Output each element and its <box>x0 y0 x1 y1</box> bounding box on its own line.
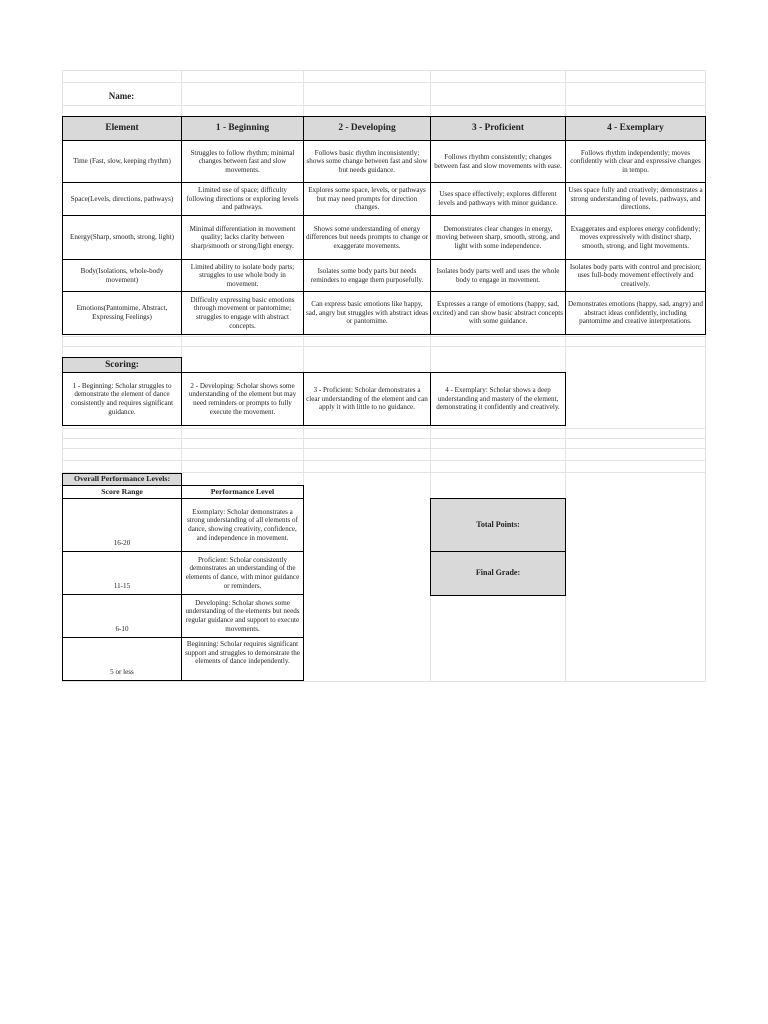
energy-proficient: Demonstrates clear changes in energy, moving between sharp, smooth, strong, and light with some independence. <box>430 215 566 260</box>
overall-title: Overall Performance Levels: <box>62 473 182 486</box>
range-exemplary: 16-20 <box>62 498 182 552</box>
score-range-header: Score Range <box>62 485 182 499</box>
element-time: Time (Fast, slow, keeping rhythm) <box>62 140 182 183</box>
header-beginning: 1 - Beginning <box>181 116 304 141</box>
energy-exemplary: Exaggerates and explores energy confidently; moves expressively with distinct sharp, smooth, strong, and light movements. <box>565 215 706 260</box>
body-developing: Isolates some body parts but needs reminders to engage them purposefully. <box>303 259 431 292</box>
body-proficient: Isolates body parts well and uses the whole body to engage in movement. <box>430 259 566 292</box>
emotions-developing: Can express basic emotions like happy, sad, angry but struggles with abstract ideas or pantomime. <box>303 291 431 335</box>
level-developing: Developing: Scholar shows some understanding of the elements but needs regular guidance and support to execute movements. <box>181 594 304 638</box>
scoring-developing: 2 - Developing: Scholar shows some understanding of the element but may need reminders or prompts to fully execute the movement. <box>181 372 304 426</box>
range-proficient: 11-15 <box>62 551 182 595</box>
gridline <box>62 428 706 429</box>
level-beginning: Beginning: Scholar requires significant support and struggles to demonstrate the elements of dance independently. <box>181 637 304 681</box>
level-proficient: Proficient: Scholar consistently demonstrates an understanding of the elements of dance, with minor guidance or reminders. <box>181 551 304 595</box>
gridline <box>62 70 706 71</box>
space-exemplary: Uses space fully and creatively; demonstrates a strong understanding of levels, pathways, and directions. <box>565 182 706 216</box>
scoring-beginning: 1 - Beginning: Scholar struggles to demonstrate the element of dance consistently and requires significant guidance. <box>62 372 182 426</box>
gridline <box>62 82 706 83</box>
space-beginning: Limited use of space; difficulty following directions or exploring levels and pathways. <box>181 182 304 216</box>
time-developing: Follows basic rhythm inconsistently; shows some change between fast and slow but needs guidance. <box>303 140 431 183</box>
energy-developing: Shows some understanding of energy differences but needs prompts to change or exaggerate movements. <box>303 215 431 260</box>
header-developing: 2 - Developing <box>303 116 431 141</box>
gridline <box>62 681 706 682</box>
header-proficient: 3 - Proficient <box>430 116 566 141</box>
final-grade-cell[interactable]: Final Grade: <box>430 551 566 596</box>
gridline <box>62 438 706 439</box>
name-field[interactable] <box>181 88 303 105</box>
performance-level-header: Performance Level <box>181 485 304 499</box>
scoring-exemplary: 4 - Exemplary: Scholar shows a deep understanding and mastery of the element, demonstrating it confidently and creatively. <box>430 372 566 426</box>
name-label: Name: <box>108 91 135 102</box>
element-space: Space(Levels, directions, pathways) <box>62 182 182 216</box>
level-exemplary: Exemplary: Scholar demonstrates a strong understanding of all elements of dance, showing creativity, confidence, and independence in movement. <box>181 498 304 552</box>
space-developing: Explores some space, levels, or pathways but may need prompts for direction changes. <box>303 182 431 216</box>
gridline <box>62 336 706 337</box>
gridline <box>62 105 706 106</box>
gridline <box>62 346 706 347</box>
scoring-title: Scoring: <box>62 357 182 373</box>
space-proficient: Uses space effectively; explores different levels and pathways with minor guidance. <box>430 182 566 216</box>
time-proficient: Follows rhythm consistently; changes between fast and slow movements with ease. <box>430 140 566 183</box>
header-element: Element <box>62 116 182 141</box>
range-developing: 6-10 <box>62 594 182 638</box>
time-beginning: Struggles to follow rhythm; minimal changes between fast and slow movements. <box>181 140 304 183</box>
emotions-proficient: Expresses a range of emotions (happy, sad, excited) and can show basic abstract concepts with some guidance. <box>430 291 566 335</box>
emotions-beginning: Difficulty expressing basic emotions through movement or pantomime; struggles to engage with abstract concepts. <box>181 291 304 335</box>
body-exemplary: Isolates body parts with control and precision; uses full-body movement effectively and creatively. <box>565 259 706 292</box>
element-body: Body(Isolations, whole-body movement) <box>62 259 182 292</box>
element-emotions: Emotions(Pantomime, Abstract, Expressing Feelings) <box>62 291 182 335</box>
gridline <box>62 460 706 461</box>
element-energy: Energy(Sharp, smooth, strong, light) <box>62 215 182 260</box>
header-exemplary: 4 - Exemplary <box>565 116 706 141</box>
scoring-proficient: 3 - Proficient: Scholar demonstrates a clear understanding of the element and can apply it with little to no guidance. <box>303 372 431 426</box>
total-points-cell[interactable]: Total Points: <box>430 498 566 552</box>
energy-beginning: Minimal differentiation in movement quality; lacks clarity between sharp/smooth or strong/light energy. <box>181 215 304 260</box>
gridline <box>62 448 706 449</box>
body-beginning: Limited ability to isolate body parts; struggles to use whole body in movement. <box>181 259 304 292</box>
range-beginning: 5 or less <box>62 637 182 681</box>
time-exemplary: Follows rhythm independently; moves confidently with clear and expressive changes in tempo. <box>565 140 706 183</box>
emotions-exemplary: Demonstrates emotions (happy, sad, angry) and abstract ideas confidently, including pantomime and creative interpretations. <box>565 291 706 335</box>
